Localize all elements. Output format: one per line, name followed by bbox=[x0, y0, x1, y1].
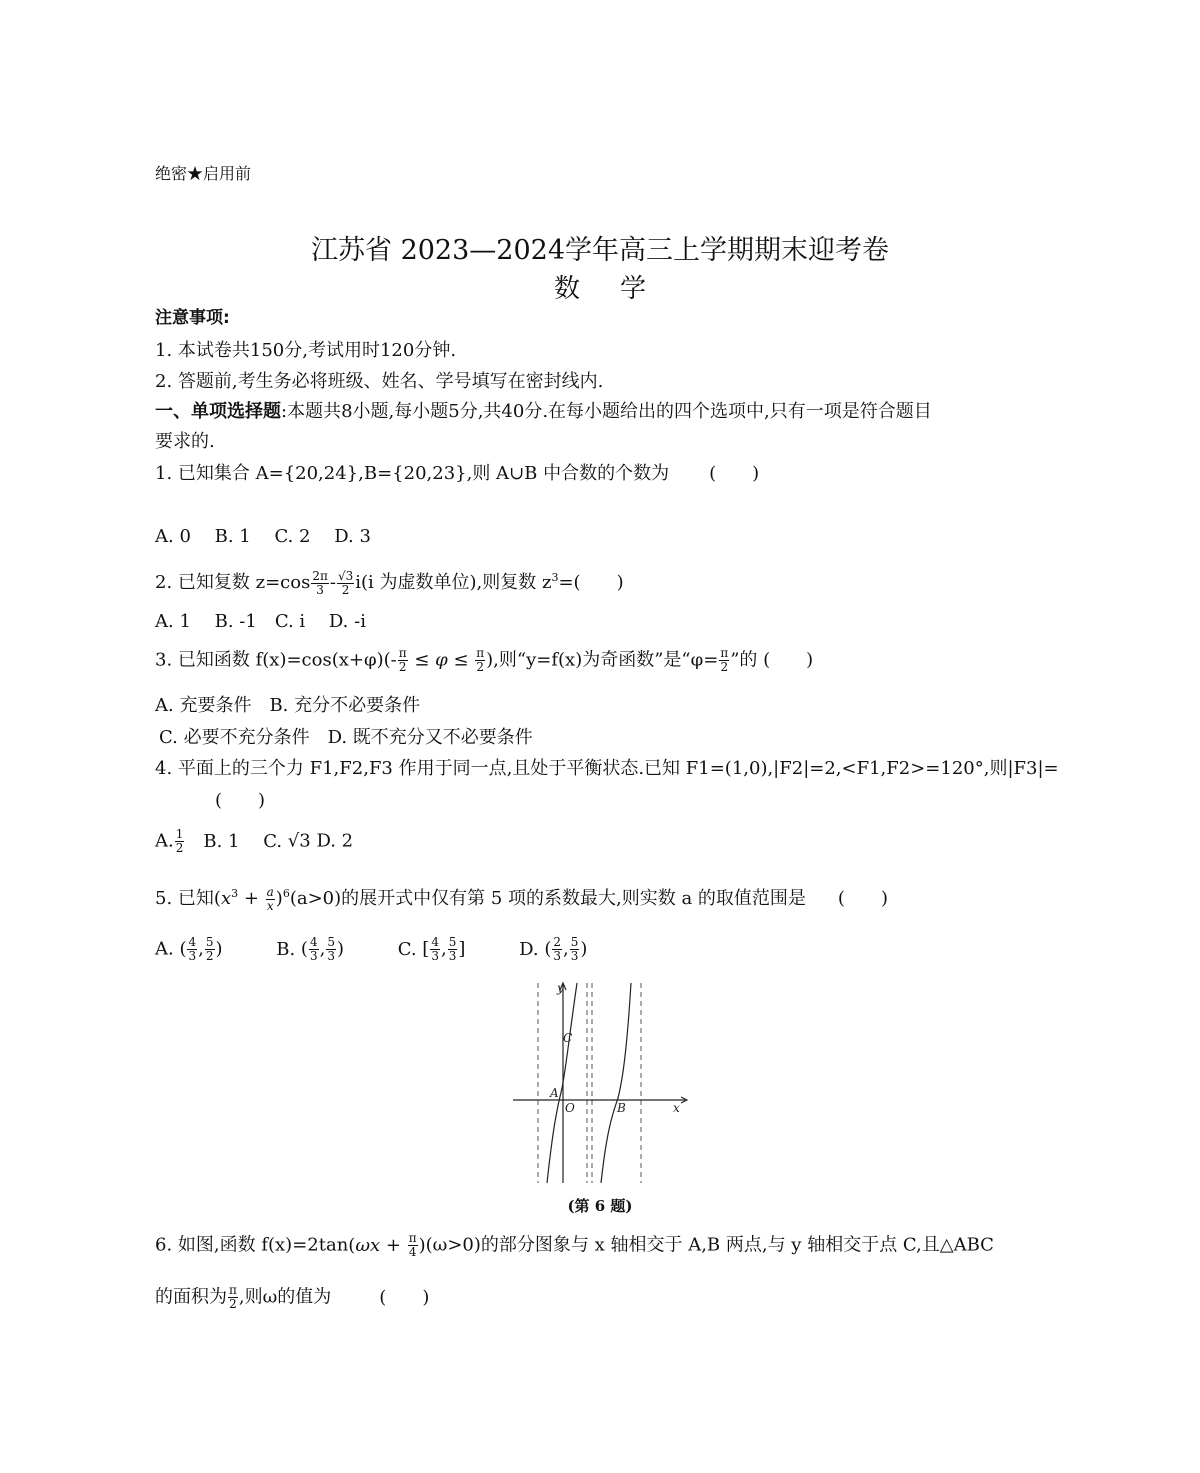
answer-bracket: ( ) bbox=[215, 790, 266, 811]
answer-bracket: ( ) bbox=[709, 463, 760, 484]
question-2-options: A. 1 B. -1 C. i D. -i bbox=[155, 611, 366, 632]
question-2-middle: i(i 为虚数单位),则复数 z bbox=[355, 572, 552, 593]
point-c-label: C bbox=[563, 1031, 573, 1045]
question-1-text: 1. 已知集合 A={20,24},B={20,23},则 A∪B 中合数的个数为 bbox=[155, 463, 670, 484]
question-3 bbox=[155, 647, 813, 674]
option-d-label: D. bbox=[519, 938, 539, 960]
sqrt-3: √3 bbox=[282, 830, 317, 852]
question-3-options-1: A. 充要条件 B. 充分不必要条件 bbox=[155, 695, 421, 716]
x-axis-label: x bbox=[673, 1101, 680, 1115]
fraction: $\frac{5}{2}$ bbox=[205, 935, 214, 963]
question-6-line2b: ,则ω的值为 bbox=[238, 1286, 332, 1308]
binomial-expression: ($x^3$ + $\frac{a}{x}$ )$^6$ bbox=[213, 884, 290, 913]
option-c-label: C. bbox=[397, 938, 417, 960]
asymptotes bbox=[538, 983, 641, 1183]
question-1-options: A. 0 B. 1 C. 2 D. 3 bbox=[155, 526, 371, 547]
point-b-label: B bbox=[617, 1101, 626, 1115]
section-1-header bbox=[155, 400, 932, 424]
question-5-prefix: 5. 已知 bbox=[155, 888, 214, 909]
option-a-label: A. bbox=[155, 830, 174, 852]
fraction-a-x: $\frac{a}{x}$ bbox=[266, 884, 274, 913]
fraction: $\frac{4}{3}$ bbox=[431, 935, 439, 963]
tangent-branch-right bbox=[601, 983, 631, 1183]
inequality: ≤ φ ≤ bbox=[408, 649, 475, 671]
fraction: $\frac{5}{3}$ bbox=[448, 935, 457, 963]
note-item-1: 1. 本试卷共150分,考试用时120分钟. bbox=[155, 340, 457, 361]
question-5-options: A. ( $\frac{4}{3}$ , $\frac{5}{2}$ ) B. ( $\frac{4}{3}$ , $\frac{5}{3}$ ) C. [ $\frac{4}{3}$ , $\frac{5}{3}$ ] D. ( $\frac{2}{3}$ , $\frac{5}{3}$ ) bbox=[155, 935, 588, 963]
point-a-label: A bbox=[550, 1086, 559, 1100]
question-6-line2a: 的面积为 bbox=[155, 1286, 227, 1308]
fraction-pi-2: $\frac{\pi}{2}$ bbox=[398, 646, 407, 674]
question-6 bbox=[155, 1232, 994, 1259]
fraction-pi-2: $\frac{\pi}{2}$ bbox=[476, 646, 485, 674]
y-axis-label: y bbox=[557, 981, 564, 995]
fraction-pi-2: $\frac{\pi}{2}$ bbox=[229, 1283, 237, 1311]
question-3-middle: ),则“y=f(x)为奇函数”是“φ= bbox=[486, 649, 719, 671]
option-a-label: A. bbox=[155, 938, 174, 960]
question-1 bbox=[155, 462, 759, 486]
figure-caption: (第 6 题) bbox=[567, 1197, 633, 1215]
question-6-middle: (ω>0)的部分图象与 x 轴相交于 A,B 两点,与 y 轴相交于点 C,且△ABC bbox=[425, 1234, 994, 1256]
fraction-2pi-3: $\frac{2\pi}{3}$ bbox=[312, 568, 328, 597]
question-3-suffix: ”的 ( ) bbox=[730, 649, 814, 671]
option-d-label: D. 2 bbox=[316, 830, 354, 852]
question-6-prefix: 6. 如图,函数 f(x)=2tan bbox=[155, 1234, 349, 1256]
exam-title: 江苏省 2023—2024学年高三上学期期末迎考卷 bbox=[310, 235, 889, 266]
question-3-options-2: C. 必要不充分条件 D. 既不充分又不必要条件 bbox=[159, 727, 533, 748]
note-item-2: 2. 答题前,考生务必将班级、姓名、学号填写在密封线内. bbox=[155, 371, 604, 392]
tangent-argument: (ωx + $\frac{\pi}{4}$ ) bbox=[348, 1231, 426, 1259]
fraction: $\frac{4}{3}$ bbox=[309, 935, 318, 963]
question-2: 2. 已知复数 z=cos $\frac{2\pi}{3}$ - $\frac{√3}{2}$ i(i 为虚数单位),则复数 $z^3=$( ) bbox=[155, 568, 624, 597]
tangent-branch-left bbox=[547, 983, 577, 1183]
fraction: $\frac{5}{3}$ bbox=[327, 935, 335, 963]
question-6-line-2 bbox=[155, 1284, 429, 1311]
fraction-sqrt3-2: $\frac{√3}{2}$ bbox=[337, 568, 354, 597]
question-3-prefix: 3. 已知函数 f(x)=cos(x+φ)(- bbox=[155, 649, 397, 671]
section-1-desc-cont: 要求的. bbox=[155, 431, 215, 452]
option-b-label: B. bbox=[276, 938, 296, 960]
fraction-pi-4: $\frac{\pi}{4}$ bbox=[408, 1231, 417, 1259]
question-5-suffix: (a>0)的展开式中仅有第 5 项的系数最大,则实数 a 的取值范围是 bbox=[289, 888, 806, 909]
fraction-pi-2: $\frac{\pi}{2}$ bbox=[720, 646, 729, 674]
origin-label: O bbox=[565, 1101, 575, 1115]
fraction: $\frac{4}{3}$ bbox=[188, 935, 197, 963]
tangent-graph-figure bbox=[505, 978, 695, 1186]
answer-bracket: ( ) bbox=[837, 888, 888, 909]
question-2-suffix: =( ) bbox=[558, 572, 624, 593]
question-5 bbox=[155, 882, 888, 913]
section-1-title: 一、单项选择题 bbox=[155, 401, 281, 422]
fraction-1-2: $\frac{1}{2}$ bbox=[175, 827, 184, 855]
question-4-text: 4. 平面上的三个力 F1,F2,F3 作用于同一点,且处于平衡状态.已知 F1=(1,0),|F2|=2,<F1,F2>=120°,则|F3|= bbox=[155, 758, 1059, 779]
fraction: $\frac{5}{3}$ bbox=[570, 935, 579, 963]
fraction: $\frac{2}{3}$ bbox=[553, 935, 561, 963]
answer-bracket: ( ) bbox=[379, 1286, 430, 1308]
question-2-prefix: 2. 已知复数 z=cos bbox=[155, 572, 311, 593]
option-bc-label: B. 1 C. bbox=[203, 830, 283, 852]
question-4-options bbox=[155, 828, 353, 855]
confidential-header: 绝密★启用前 bbox=[155, 164, 252, 183]
section-1-desc: :本题共8小题,每小题5分,共40分.在每小题给出的四个选项中,只有一项是符合题目 bbox=[281, 401, 932, 422]
exam-subject: 数学 bbox=[553, 274, 686, 304]
notes-heading: 注意事项: bbox=[155, 308, 230, 328]
